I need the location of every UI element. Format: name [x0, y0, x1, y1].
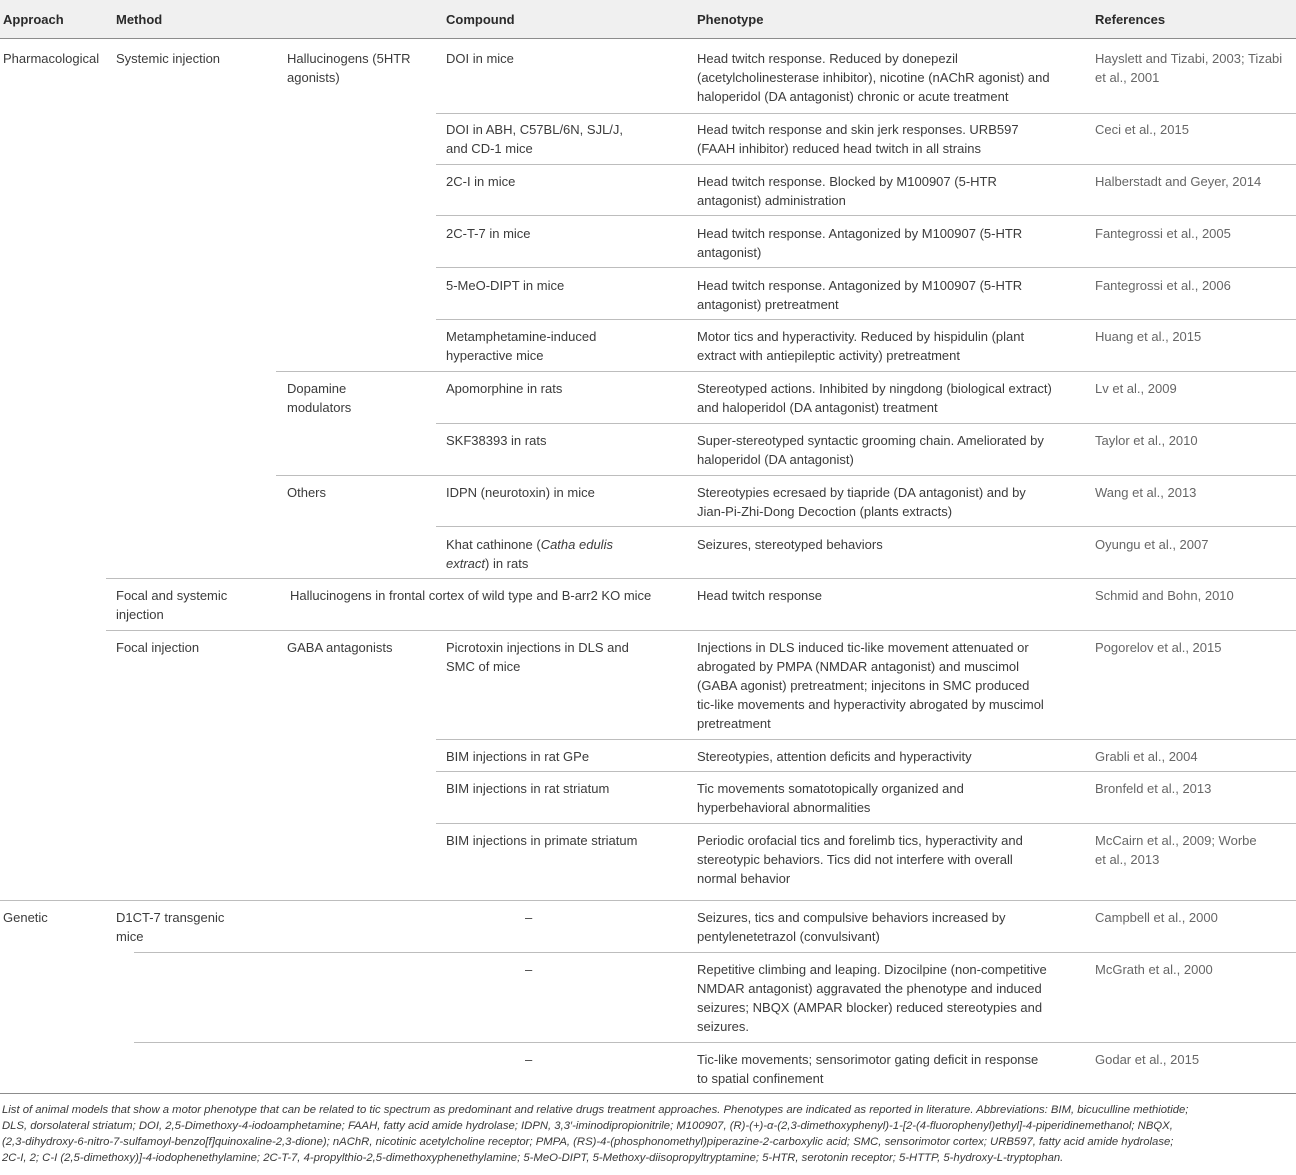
reference-cell: McCairn et al., 2009; Worbe: [1095, 833, 1257, 848]
phenotype-cell: pretreatment: [697, 716, 771, 731]
phenotype-cell: antagonist) administration: [697, 193, 846, 208]
row-divider: [436, 823, 1296, 824]
compound-cell: BIM injections in rat striatum: [446, 781, 610, 796]
row-divider: [134, 1042, 1296, 1043]
reference-cell: Huang et al., 2015: [1095, 329, 1202, 344]
reference-cell: Godar et al., 2015: [1095, 1052, 1200, 1067]
phenotype-cell: (GABA agonist) pretreatment; injecitons in SMC produced: [697, 678, 1030, 693]
phenotype-cell: Motor tics and hyperactivity. Reduced by hispidulin (plant: [697, 329, 1025, 344]
class-dopamine-modulators: Dopamine: [287, 381, 347, 396]
row-divider: [276, 475, 1296, 476]
phenotype-cell: Injections in DLS induced tic-like movement attenuated or: [697, 640, 1029, 655]
reference-cell: et al., 2001: [1095, 70, 1160, 85]
phenotype-cell: haloperidol (DA antagonist) chronic or acute treatment: [697, 89, 1009, 104]
compound-dash: –: [525, 962, 533, 977]
row-divider: [436, 113, 1296, 114]
compound-cell: DOI in ABH, C57BL/6N, SJL/J,: [446, 122, 624, 137]
reference-cell: Pogorelov et al., 2015: [1095, 640, 1222, 655]
header-approach: Approach: [3, 12, 64, 27]
phenotype-cell: hyperbehavioral abnormalities: [697, 800, 871, 815]
phenotype-cell: to spatial confinement: [697, 1071, 824, 1086]
compound-dash: –: [525, 910, 533, 925]
phenotype-cell: and haloperidol (DA antagonist) treatment: [697, 400, 938, 415]
phenotype-cell: seizures.: [697, 1019, 750, 1034]
phenotype-cell: Periodic orofacial tics and forelimb tics, hyperactivity and: [697, 833, 1023, 848]
phenotype-cell: Head twitch response: [697, 588, 823, 603]
compound-cell: 2C-T-7 in mice: [446, 226, 531, 241]
compound-cell: Metamphetamine-induced: [446, 329, 597, 344]
compound-species: extract: [446, 556, 486, 571]
method-d1ct7: D1CT-7 transgenic: [116, 910, 225, 925]
phenotype-cell: extract with antiepileptic activity) pretreatment: [697, 348, 960, 363]
reference-cell: Fantegrossi et al., 2005: [1095, 226, 1231, 241]
phenotype-cell: Head twitch response and skin jerk responses. URB597: [697, 122, 1019, 137]
compound-cell: 5-MeO-DIPT in mice: [446, 278, 565, 293]
compound-cell: and CD-1 mice: [446, 141, 533, 156]
footnote-line: DLS, dorsolateral striatum; DOI, 2,5-Dimethoxy-4-iodoamphetamine; FAAH, fatty acid amide hydrolase; IDPN, 3,3′-iminodipropionitrile; M100907, (R)-(+)-α-(2,3-dimethoxyphenyl)-1-[2-(4-fluorophenyl)ethyl]-4-piperidinemethanol; NBQX,: [2, 1120, 1173, 1132]
phenotype-cell: Seizures, stereotyped behaviors: [697, 537, 883, 552]
reference-cell: Oyungu et al., 2007: [1095, 537, 1209, 552]
footnote-line: (2,3-dihydroxy-6-nitro-7-sulfamoyl-benzo[f]quinoxaline-2,3-dione); nAChR, nicotinic acetylcholine receptor; PMPA, (RS)-4-(phosphonomethyl)piperazine-2-carboxylic acid; SMC, sensorimotor cortex; URB597, fatty acid amide hydrolase;: [2, 1136, 1174, 1148]
compound-cell: [446, 554, 528, 573]
compound-focal-systemic: Hallucinogens in frontal cortex of wild type and B-arr2 KO mice: [290, 588, 652, 603]
compound-cell: BIM injections in primate striatum: [446, 833, 638, 848]
phenotype-cell: antagonist): [697, 245, 762, 260]
method-focal-systemic: injection: [116, 607, 164, 622]
reference-cell: Taylor et al., 2010: [1095, 433, 1198, 448]
class-dopamine-modulators: modulators: [287, 400, 352, 415]
row-divider: [436, 423, 1296, 424]
method-d1ct7: mice: [116, 929, 144, 944]
compound-cell: SMC of mice: [446, 659, 521, 674]
row-divider: [436, 319, 1296, 320]
method-focal-systemic: Focal and systemic: [116, 588, 228, 603]
row-divider: [106, 630, 1296, 631]
class-others: Others: [287, 485, 327, 500]
phenotype-cell: Head twitch response. Reduced by donepezil: [697, 51, 958, 66]
phenotype-cell: Seizures, tics and compulsive behaviors increased by: [697, 910, 1006, 925]
footnote-line: List of animal models that show a motor phenotype that can be related to tic spectrum as predominant and relative drugs treatment approaches. Phenotypes are indicated as reported in literature. Abbreviations: BIM, bicuculline methiotide;: [2, 1104, 1189, 1116]
compound-cell: [446, 535, 613, 554]
phenotype-cell: normal behavior: [697, 871, 791, 886]
row-divider: [276, 371, 1296, 372]
row-divider: [436, 267, 1296, 268]
phenotype-cell: Head twitch response. Antagonized by M100907 (5-HTR: [697, 226, 1023, 241]
row-divider: [106, 578, 1296, 579]
phenotype-cell: Stereotypies, attention deficits and hyperactivity: [697, 749, 972, 764]
compound-cell: SKF38393 in rats: [446, 433, 547, 448]
reference-cell: Campbell et al., 2000: [1095, 910, 1218, 925]
compound-dash: –: [525, 1052, 533, 1067]
reference-cell: Lv et al., 2009: [1095, 381, 1177, 396]
class-gaba-antagonists: GABA antagonists: [287, 640, 393, 655]
compound-cell: Picrotoxin injections in DLS and: [446, 640, 629, 655]
class-hallucinogens: Hallucinogens (5HTR: [287, 51, 411, 66]
phenotype-cell: haloperidol (DA antagonist): [697, 452, 854, 467]
row-divider: [436, 771, 1296, 772]
reference-cell: Schmid and Bohn, 2010: [1095, 588, 1234, 603]
compound-cell: 2C-I in mice: [446, 174, 516, 189]
method-focal-injection: Focal injection: [116, 640, 200, 655]
section-divider: [0, 900, 1296, 901]
reference-cell: Grabli et al., 2004: [1095, 749, 1198, 764]
phenotype-cell: Jian-Pi-Zhi-Dong Decoction (plants extracts): [697, 504, 953, 519]
phenotype-cell: (FAAH inhibitor) reduced head twitch in all strains: [697, 141, 981, 156]
phenotype-cell: Tic-like movements; sensorimotor gating deficit in response: [697, 1052, 1039, 1067]
table-bottom-rule: [0, 1093, 1296, 1094]
approach-pharmacological: Pharmacological: [3, 51, 100, 66]
phenotype-cell: tic-like movements and hyperactivity abrogated by muscimol: [697, 697, 1044, 712]
compound-text: ) in rats: [485, 556, 529, 571]
phenotype-cell: Tic movements somatotopically organized and: [697, 781, 964, 796]
reference-cell: McGrath et al., 2000: [1095, 962, 1213, 977]
compound-cell: IDPN (neurotoxin) in mice: [446, 485, 595, 500]
reference-cell: Halberstadt and Geyer, 2014: [1095, 174, 1262, 189]
phenotype-cell: Stereotypies ecresaed by tiapride (DA antagonist) and by: [697, 485, 1026, 500]
table-footnote: [2, 1102, 1294, 1166]
phenotype-cell: abrogated by PMPA (NMDAR antagonist) and muscimol: [697, 659, 1020, 674]
row-divider: [134, 952, 1296, 953]
phenotype-cell: stereotypic behaviors. Tics did not interfere with overall: [697, 852, 1013, 867]
header-phenotype: Phenotype: [697, 12, 764, 27]
compound-cell: DOI in mice: [446, 51, 514, 66]
row-divider: [436, 164, 1296, 165]
compound-cell: hyperactive mice: [446, 348, 544, 363]
phenotype-cell: Repetitive climbing and leaping. Dizocilpine (non-competitive: [697, 962, 1047, 977]
reference-cell: Ceci et al., 2015: [1095, 122, 1189, 137]
header-method: Method: [116, 12, 163, 27]
approach-genetic: Genetic: [3, 910, 48, 925]
reference-cell: Hayslett and Tizabi, 2003; Tizabi: [1095, 51, 1283, 66]
phenotype-cell: (acetylcholinesterase inhibitor), nicotine (nAChR agonist) and: [697, 70, 1050, 85]
row-divider: [436, 526, 1296, 527]
compound-text: Khat cathinone (: [446, 537, 541, 552]
phenotype-cell: Head twitch response. Antagonized by M100907 (5-HTR: [697, 278, 1023, 293]
compound-cell: Apomorphine in rats: [446, 381, 563, 396]
reference-cell: Fantegrossi et al., 2006: [1095, 278, 1231, 293]
header-rule: [0, 38, 1296, 39]
compound-species: Catha edulis: [540, 537, 613, 552]
phenotype-cell: Super-stereotyped syntactic grooming chain. Ameliorated by: [697, 433, 1044, 448]
header-references: References: [1095, 12, 1166, 27]
reference-cell: Bronfeld et al., 2013: [1095, 781, 1212, 796]
method-systemic-injection: Systemic injection: [116, 51, 221, 66]
row-divider: [436, 739, 1296, 740]
header-compound: Compound: [446, 12, 515, 27]
class-hallucinogens: agonists): [287, 70, 340, 85]
phenotype-cell: pentylenetetrazol (convulsivant): [697, 929, 880, 944]
reference-cell: Wang et al., 2013: [1095, 485, 1197, 500]
row-divider: [436, 215, 1296, 216]
reference-cell: et al., 2013: [1095, 852, 1160, 867]
compound-cell: BIM injections in rat GPe: [446, 749, 590, 764]
phenotype-cell: Head twitch response. Blocked by M100907 (5-HTR: [697, 174, 997, 189]
phenotype-cell: antagonist) pretreatment: [697, 297, 839, 312]
footnote-line: 2C-I, 2; C-I (2,5-dimethoxy)]-4-iodophenethylamine; 2C-T-7, 4-propylthio-2,5-dimethoxyphenethylamine; 5-MeO-DIPT, 5-Methoxy-diisopropyltryptamine; 5-HTR, serotonin receptor; 5-HTTP, 5-hydroxy-L-tryptophan.: [2, 1152, 1064, 1164]
phenotype-cell: Stereotyped actions. Inhibited by ningdong (biological extract): [697, 381, 1052, 396]
phenotype-cell: NMDAR antagonist) aggravated the phenotype and induced: [697, 981, 1042, 996]
phenotype-cell: seizures; NBQX (AMPAR blocker) reduced stereotypies and: [697, 1000, 1043, 1015]
